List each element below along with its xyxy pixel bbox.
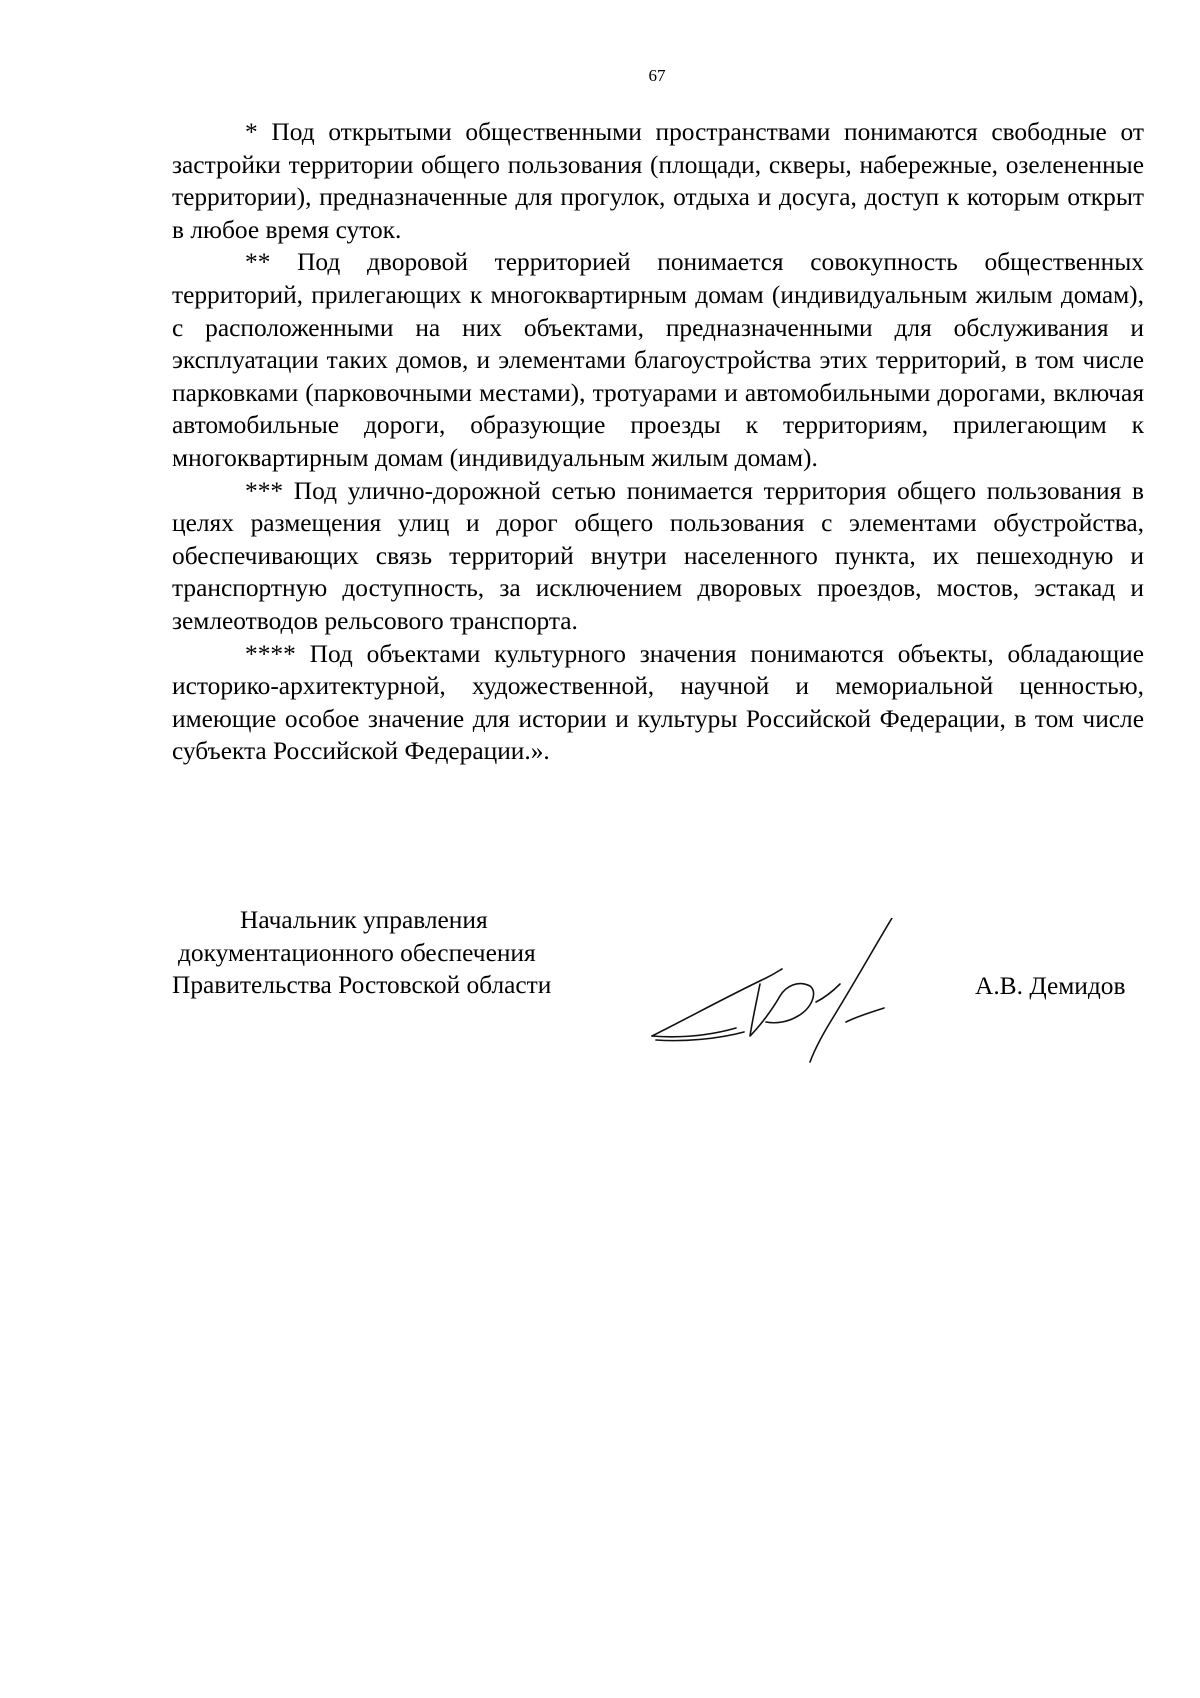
signatory-position-line-1: Начальник управления xyxy=(240,906,488,934)
signatory-position xyxy=(166,904,606,1002)
footnote-yard-territory: ** Под дворовой территорией понимается совокупность общественных территорий, прилегающих к многоквартирным домам (индивидуальным жилым домам), с расположенными на них объектами, предназначенными для обслуживания и эксплуатации таких домов, и элементами благоустройства этих территорий, в том числе парковками (парковочными местами), тротуарами и автомобильными дорогами, включая автомобильные дороги, образующие проезды к территориям, прилегающим к многоквартирным домам (индивидуальным жилым домам). xyxy=(172,248,1144,472)
footnote-open-spaces: * Под открытыми общественными пространствами понимаются свободные от застройки территории общего пользования (площади, скверы, набережные, озелененные территории), предназначенные для прогулок, отдыха и досуга, доступ к которым открыт в любое время суток. xyxy=(172,118,1144,244)
signatory-name: А.В. Демидов xyxy=(975,972,1126,1000)
footnotes-text xyxy=(172,116,1144,768)
page-number: 67 xyxy=(648,66,666,85)
signatory-position-line-3: Правительства Ростовской области xyxy=(172,971,552,1000)
handwritten-signature-icon xyxy=(648,918,948,1078)
footnote-road-network: *** Под улично-дорожной сетью понимается территория общего пользования в целях размещения улиц и дорог общего пользования с элементами обустройства, обеспечивающих связь территорий внутри населенного пункта, их пешеходную и транспортную доступность, за исключением дворовых проездов, мостов, эстакад и землеотводов рельсового транспорта. xyxy=(172,476,1144,635)
footnote-cultural-objects: **** Под объектами культурного значения понимаются объекты, обладающие историко-архитектурной, художественной, научной и мемориальной ценностью, имеющие особое значение для истории и культуры Российской Федерации, в том числе субъекта Российской Федерации.». xyxy=(172,639,1144,766)
signatory-position-line-2: документационного обеспечения xyxy=(178,938,536,967)
